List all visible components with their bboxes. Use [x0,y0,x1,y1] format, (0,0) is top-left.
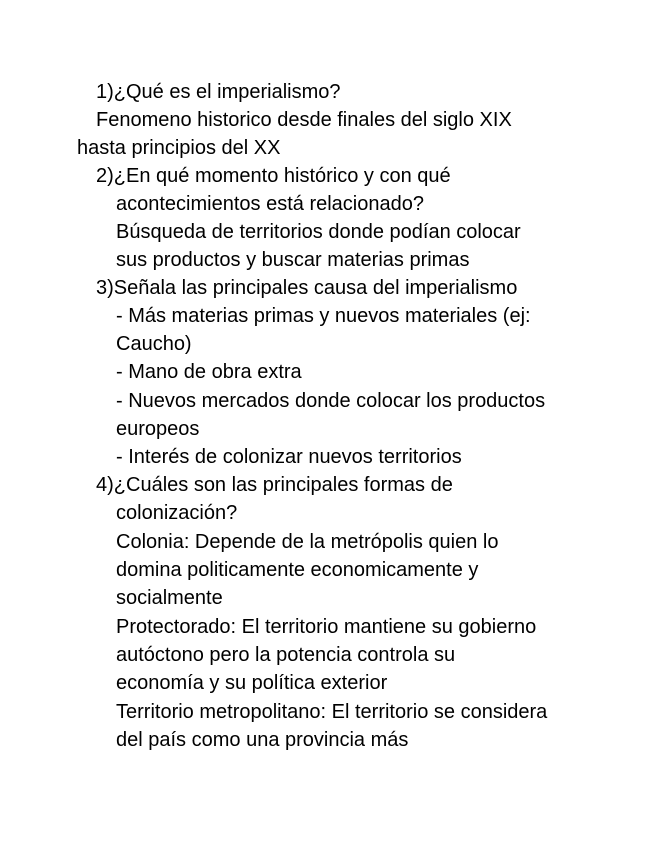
answer-4-colonia-line-3: socialmente [116,587,223,609]
answer-3-item-1: - Más materias primas y nuevos materiales (ej: [116,305,531,327]
answer-1-line-1: Fenomeno historico desde finales del siglo XIX [96,109,512,131]
question-4-line-1: 4)¿Cuáles son las principales formas de [96,474,453,496]
answer-4-colonia-line-2: domina politicamente economicamente y [116,559,479,581]
answer-3-item-3-cont: europeos [116,418,200,440]
answer-4-protectorado-line-2: autóctono pero la potencia controla su [116,644,456,666]
answer-3-item-2: - Mano de obra extra [116,361,302,383]
answer-4-metropolitano-line-2: del país como una provincia más [116,729,409,751]
question-2-line-1: 2)¿En qué momento histórico y con qué [96,165,451,187]
answer-3-item-4: - Interés de colonizar nuevos territorios [116,446,462,468]
question-3: 3)Señala las principales causa del imperialismo [96,277,518,299]
answer-4-colonia-line-1: Colonia: Depende de la metrópolis quien lo [116,531,499,553]
answer-2-line-1: Búsqueda de territorios donde podían colocar [116,221,521,243]
question-2-line-2: acontecimientos está relacionado? [116,193,424,215]
answer-3-item-1-cont: Caucho) [116,333,192,355]
question-4-line-2: colonización? [116,502,238,524]
answer-4-protectorado-line-1: Protectorado: El territorio mantiene su gobierno [116,616,537,638]
answer-4-protectorado-line-3: economía y su política exterior [116,672,388,694]
answer-2-line-2: sus productos y buscar materias primas [116,249,470,271]
answer-3-item-3: - Nuevos mercados donde colocar los productos [116,390,546,412]
answer-4-metropolitano-line-1: Territorio metropolitano: El territorio se considera [116,701,548,723]
answer-1-line-2: hasta principios del XX [77,137,281,159]
question-1: 1)¿Qué es el imperialismo? [96,81,341,103]
